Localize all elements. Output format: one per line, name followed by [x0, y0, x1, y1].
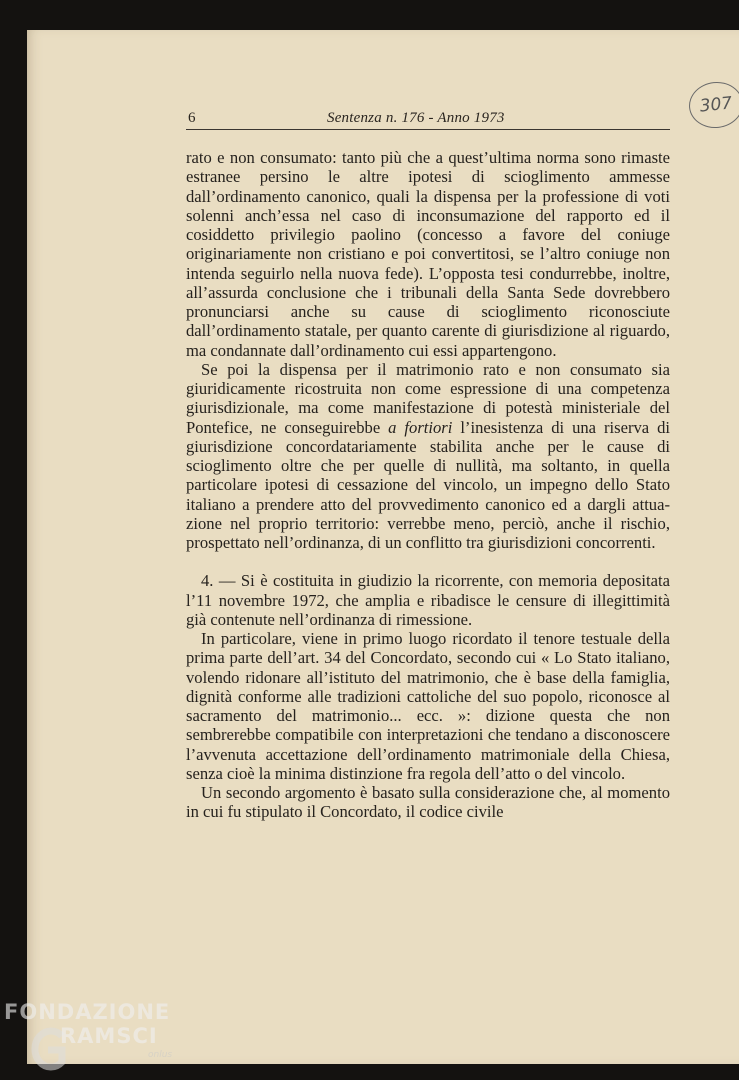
- paragraph-2-emphasis: a fortiori: [388, 417, 453, 437]
- watermark-line2: RAMSCI: [60, 1024, 158, 1048]
- paragraph-3: 4. — Si è costituita in giudizio la ricorrente, con memoria depositata l’11 novembre 1972, che amplia e ribadisce le censure di illegittimità già contenute nell’ordinanza di rimessione.: [186, 571, 670, 629]
- page-number: 6: [188, 110, 196, 126]
- watermark-logo: [2, 1000, 202, 1080]
- document-page: [27, 30, 739, 1064]
- paragraph-2-after: l’inesistenza di una riserva di giurisdizione concordatariamente stabilita anche per le cause di scioglimento oltre che per quelle di nullità, ma soltanto, in quella particolare ipotesi di cessazione del vincolo, un impegno dello Stato italiano a prendere atto del provvedimento canonico ed a dargli attuazione nel proprio territorio: verrebbe meno, perciò, anche il rischio, prospettato nell’ordinanza, di un conflitto tra giurisdizioni concorrenti.: [186, 417, 670, 552]
- paragraph-4: In particolare, viene in primo luogo ricordato il tenore testuale della prima parte dell’art. 34 del Concordato, secondo cui « Lo Stato italiano, volendo ridonare all’istituto del matrimonio, che è base della famiglia, dignità conforme alle tradizioni cattoliche del suo popolo, riconosce al sacramento del matrimonio... ecc. »: dizione questa che non sembrerebbe compatibile con interpretazioni che tendano a disconoscere l’avvenuta accettazione dell’ordinamento matrimoniale della Chiesa, senza cioè la minima distinzione fra regola dell’atto o del vincolo.: [186, 629, 670, 783]
- archive-number: 307: [698, 93, 734, 117]
- running-header: [186, 110, 670, 130]
- paragraph-5: Un secondo argomento è basato sulla considerazione che, al momento in cui fu stipulato il Concordato, il codice civile: [186, 783, 670, 822]
- archive-number-mark: [687, 79, 739, 130]
- watermark-line1: FONDAZIONE: [4, 1000, 171, 1024]
- watermark-suffix: onlus: [148, 1050, 173, 1060]
- running-title: Sentenza n. 176 - Anno 1973: [327, 110, 505, 126]
- paragraph-2: [186, 360, 670, 553]
- paragraph-1: rato e non consumato: tanto più che a quest’ultima norma sono rimaste estranee persino le altre ipotesi di scioglimento ammesse dall’ordinamento canonico, quali la dispensa per la professione di voti solenni anch’essa nel caso di inconsumazione del rapporto ed il cosiddetto privilegio paolino (concesso a favore del coniuge originariamente non cristiano e poi convertitosi, se l’altro coniuge non intenda seguirlo nella nuova fede). L’opposta tesi condurrebbe, inoltre, all’assurda conclusione che i tribunali della Santa Sede dovrebbero pronunciarsi anche su cause di scioglimento riconosciute dall’ordinamento statale, per quanto carente di giurisdizione al riguardo, ma condannate dall’ordinamento cui essi appartengono.: [186, 148, 670, 360]
- body-text: [186, 148, 670, 822]
- paragraph-2-before: Se poi la dispensa per il matrimonio rato e non consumato sia giuridicamente ricostruita non come espressione di una competenza giurisdizionale, ma come manifestazione di potestà ministeriale del Pontefice, ne conseguirebbe: [186, 359, 670, 437]
